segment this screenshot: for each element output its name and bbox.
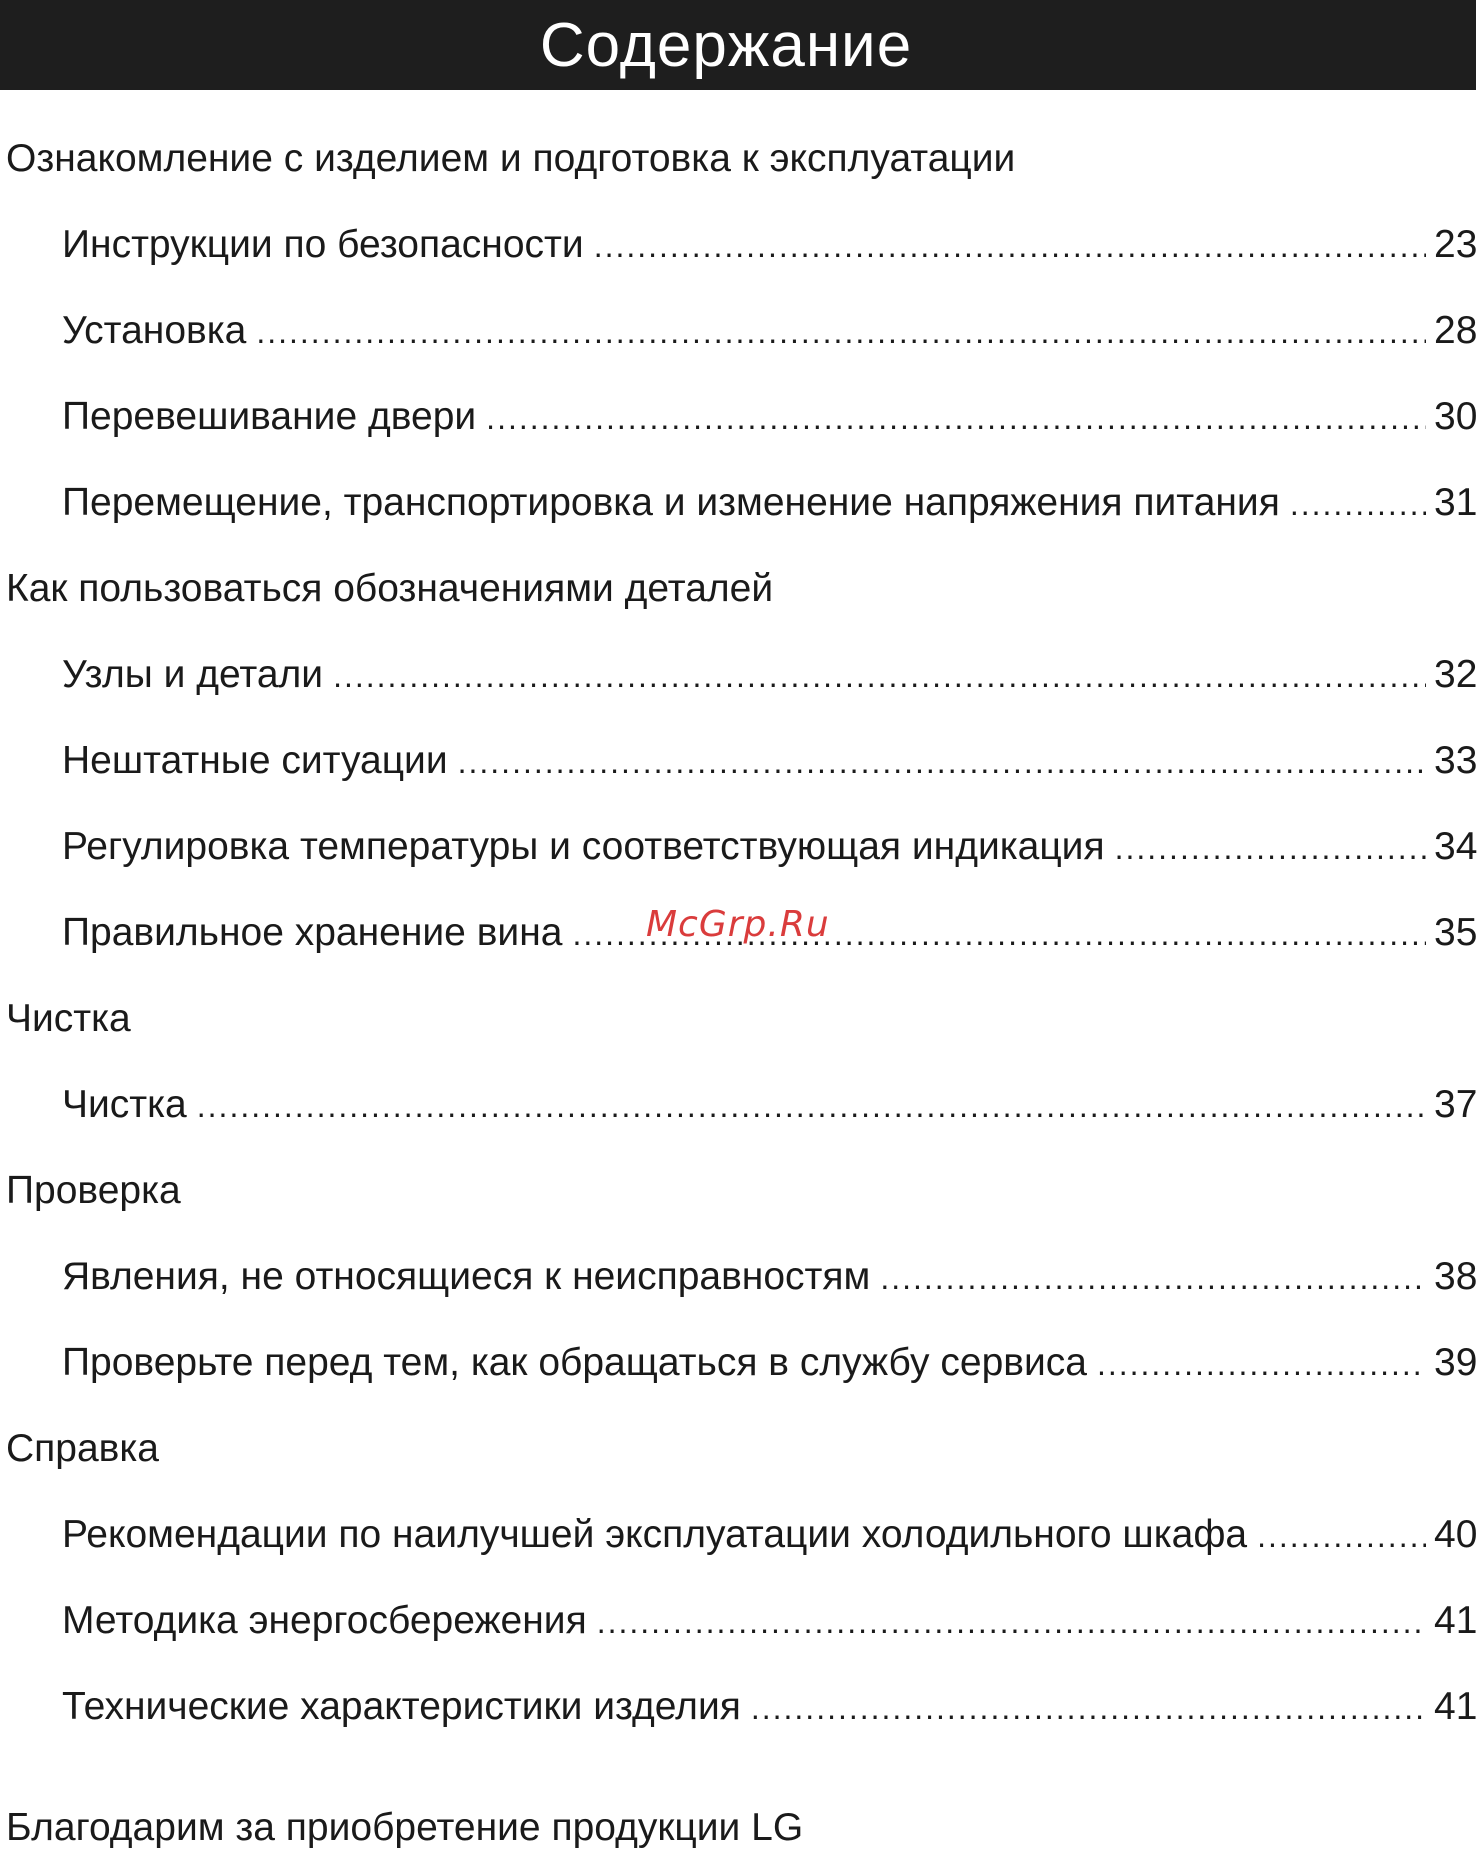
toc-entry-page: 39 (1434, 1341, 1478, 1384)
toc-entry-page: 40 (1434, 1513, 1478, 1556)
toc-entry-label: Установка (62, 309, 247, 352)
toc-entry-page: 41 (1434, 1599, 1478, 1642)
toc-entry-page: 35 (1434, 911, 1478, 954)
toc-entry-label: Проверьте перед тем, как обращаться в службу сервиса (62, 1341, 1087, 1384)
section-heading: Как пользоваться обозначениями деталей (6, 567, 774, 610)
section-heading: Проверка (6, 1169, 181, 1212)
toc-entry-label: Правильное хранение вина (62, 911, 563, 954)
toc-entry[interactable] (62, 1601, 1480, 1640)
toc-entry[interactable] (62, 311, 1480, 350)
toc-entry[interactable] (62, 655, 1480, 694)
dot-leader (1115, 832, 1426, 864)
toc-entry-label: Рекомендации по наилучшей эксплуатации холодильного шкафа (62, 1513, 1248, 1556)
toc-entry[interactable] (62, 483, 1480, 522)
toc-entry-page: 32 (1434, 653, 1478, 696)
dot-leader (880, 1262, 1426, 1294)
toc-entry[interactable] (62, 225, 1480, 264)
toc-entry[interactable] (62, 1085, 1480, 1124)
section-heading: Чистка (6, 997, 131, 1040)
toc-entry[interactable] (62, 1515, 1480, 1554)
dot-leader (597, 1606, 1426, 1638)
title-bar (0, 0, 1476, 90)
toc-entry-label: Нештатные ситуации (62, 739, 448, 782)
toc-entry[interactable] (62, 1257, 1480, 1296)
dot-leader (256, 316, 1426, 348)
dot-leader (1257, 1520, 1426, 1552)
toc-entry-page: 41 (1434, 1685, 1478, 1728)
dot-leader (1097, 1348, 1426, 1380)
toc-entry-label: Технические характеристики изделия (62, 1685, 741, 1728)
toc-entry-page: 30 (1434, 395, 1478, 438)
toc-entry-page: 23 (1434, 223, 1478, 266)
dot-leader (197, 1090, 1426, 1122)
toc-entry[interactable] (62, 397, 1480, 436)
dot-leader (594, 230, 1426, 262)
page-title: Содержание (539, 10, 913, 80)
dot-leader (333, 660, 1426, 692)
toc-entry-label: Методика энергосбережения (62, 1599, 587, 1642)
dot-leader (751, 1692, 1426, 1724)
toc-entry-label: Перевешивание двери (62, 395, 477, 438)
section-heading: Ознакомление с изделием и подготовка к эксплуатации (6, 137, 1016, 180)
dot-leader (458, 746, 1426, 778)
section-heading: Справка (6, 1427, 159, 1470)
toc-entry-label: Чистка (62, 1083, 187, 1126)
watermark: McGrp.Ru (646, 904, 830, 945)
toc-entry-page: 28 (1434, 309, 1478, 352)
toc-entry-page: 33 (1434, 739, 1478, 782)
toc-entry-label: Перемещение, транспортировка и изменение напряжения питания (62, 481, 1280, 524)
footer-text: Благодарим за приобретение продукции LG (6, 1806, 804, 1849)
toc-entry-page: 38 (1434, 1255, 1478, 1298)
toc-entry-page: 31 (1434, 481, 1478, 524)
toc-entry[interactable] (62, 827, 1480, 866)
dot-leader (486, 402, 1426, 434)
toc-entry-label: Регулировка температуры и соответствующая индикация (62, 825, 1105, 868)
toc-entry-label: Явления, не относящиеся к неисправностям (62, 1255, 871, 1298)
toc-entry-label: Узлы и детали (62, 653, 324, 696)
toc-entry[interactable] (62, 1343, 1480, 1382)
toc-entry-page: 37 (1434, 1083, 1478, 1126)
toc-entry-label: Инструкции по безопасности (62, 223, 584, 266)
toc-entry[interactable] (62, 1687, 1480, 1726)
dot-leader (1290, 488, 1426, 520)
toc-entry-page: 34 (1434, 825, 1478, 868)
toc-entry[interactable] (62, 741, 1480, 780)
